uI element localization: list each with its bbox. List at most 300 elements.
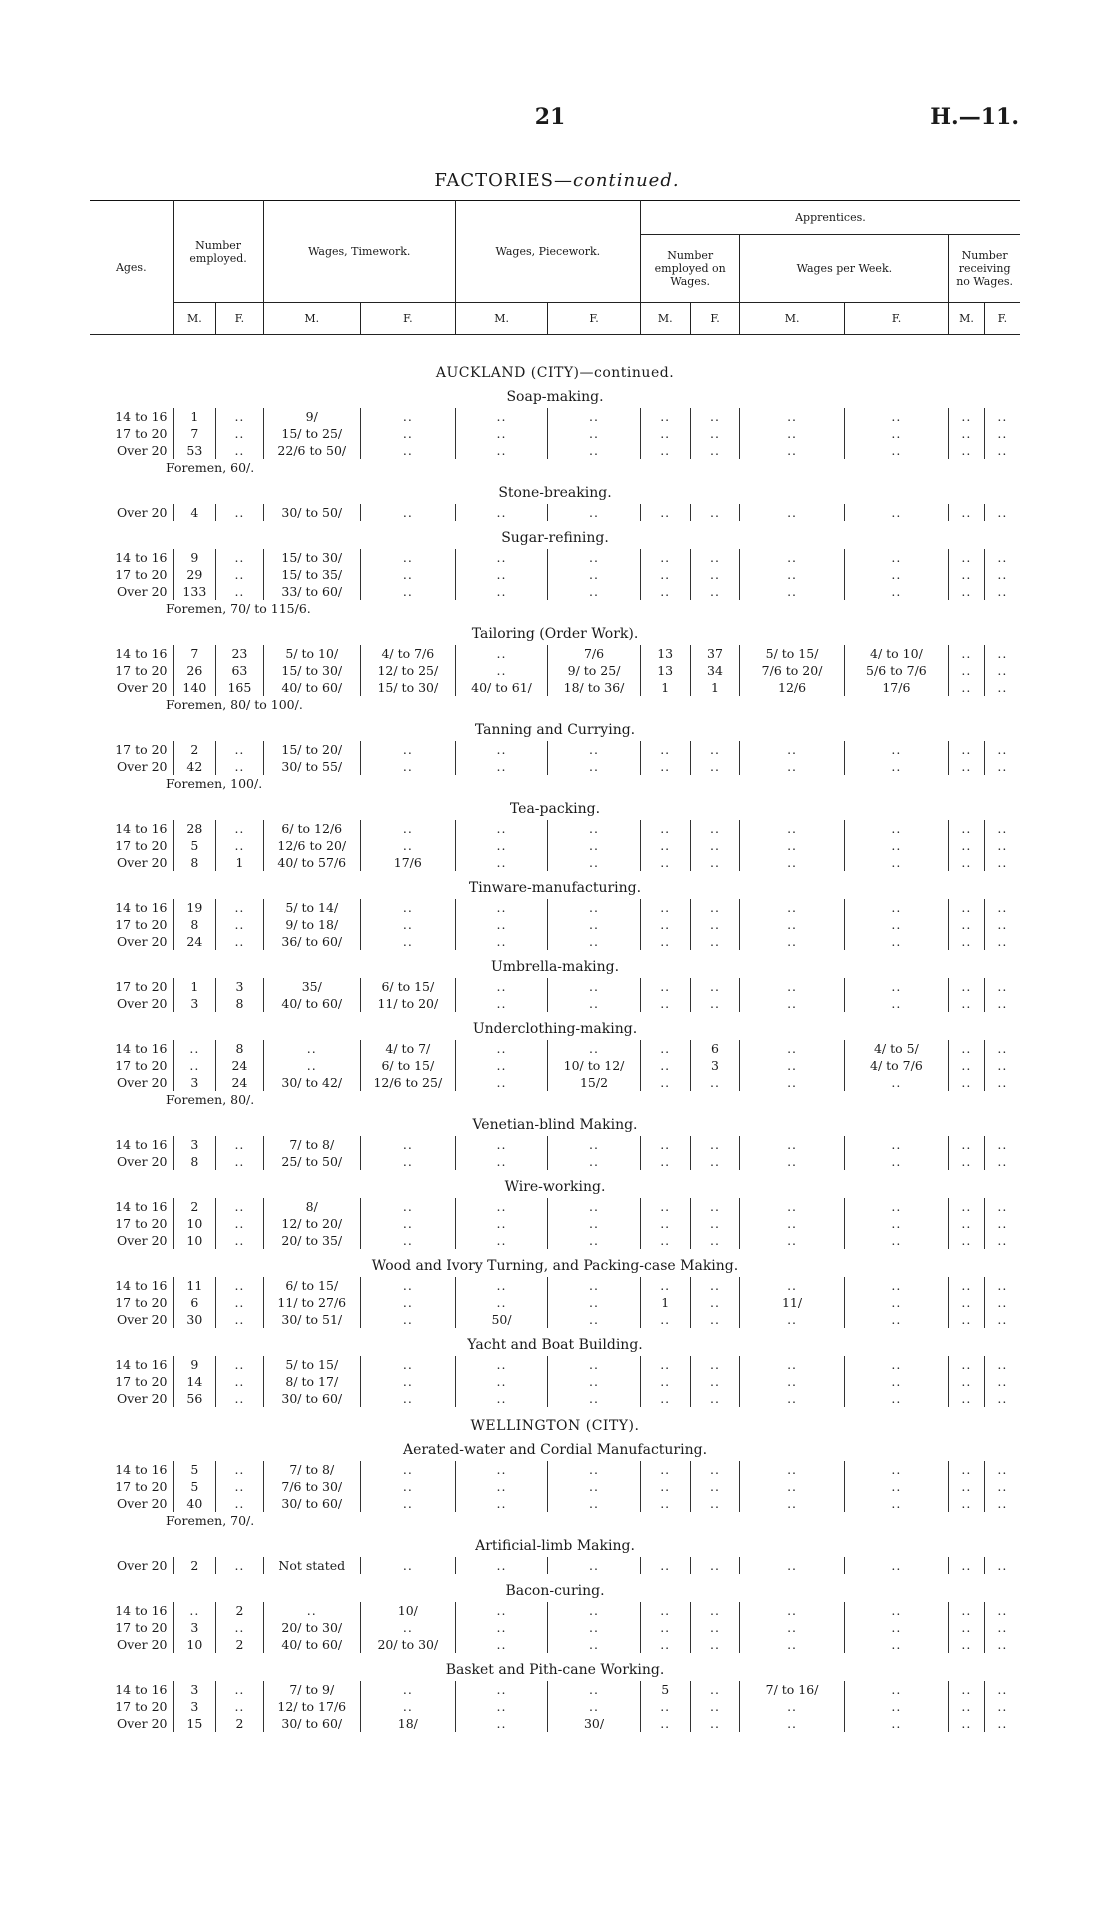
table-cell: .. xyxy=(997,1233,1008,1248)
table-row xyxy=(90,504,1020,521)
table-cell: .. xyxy=(640,1198,690,1215)
table-cell: .. xyxy=(949,1495,985,1512)
table-cell: .. xyxy=(548,1198,641,1215)
table-cell: .. xyxy=(740,1557,844,1574)
table-cell: .. xyxy=(740,504,844,521)
table-cell: .. xyxy=(997,1312,1008,1327)
table-cell: .. xyxy=(455,1277,548,1294)
table-cell: .. xyxy=(949,549,985,566)
foreman-row xyxy=(90,696,1020,713)
age-cell: 14 to 16 xyxy=(90,549,173,566)
table-cell: .. xyxy=(360,549,455,566)
table-row xyxy=(90,1636,1020,1653)
table-cell: .. xyxy=(455,1557,548,1574)
table-cell: .. xyxy=(949,1311,985,1328)
trade-heading-row xyxy=(90,1334,1020,1356)
table-cell: .. xyxy=(548,1619,641,1636)
table-cell: .. xyxy=(949,1074,985,1091)
table-cell: 4 xyxy=(173,504,216,521)
table-cell: .. xyxy=(216,425,263,442)
table-cell: .. xyxy=(997,759,1008,774)
table-cell: .. xyxy=(997,1058,1008,1073)
age-cell: Over 20 xyxy=(90,1390,173,1407)
table-cell: 30/ to 42/ xyxy=(263,1074,360,1091)
table-cell: .. xyxy=(216,504,263,521)
header-appr-wages-per-week: Wages per Week. xyxy=(740,235,949,303)
table-cell: 2 xyxy=(216,1636,263,1653)
table-cell: 8 xyxy=(216,995,263,1012)
page-title xyxy=(0,170,1114,191)
table-cell: 12/ to 25/ xyxy=(360,662,455,679)
table-cell: 4/ to 10/ xyxy=(844,645,948,662)
foreman-wages: Foremen, 80/ to 100/. xyxy=(166,697,303,712)
table-row xyxy=(90,549,1020,566)
table-cell: .. xyxy=(844,758,948,775)
table-cell: 40/ to 61/ xyxy=(455,679,548,696)
table-cell: .. xyxy=(360,916,455,933)
table-cell: .. xyxy=(844,566,948,583)
foreman-row xyxy=(90,775,1020,792)
table-cell: .. xyxy=(216,1153,263,1170)
title-main: FACTORIES— xyxy=(434,170,573,191)
table-cell: .. xyxy=(690,1602,740,1619)
table-cell: .. xyxy=(455,1198,548,1215)
table-cell: .. xyxy=(949,1602,985,1619)
header-m: M. xyxy=(455,303,548,335)
table-cell: .. xyxy=(455,1390,548,1407)
table-row xyxy=(90,1602,1020,1619)
table-cell: .. xyxy=(640,995,690,1012)
table-cell: 7/ to 8/ xyxy=(263,1461,360,1478)
table-cell: .. xyxy=(844,1198,948,1215)
table-cell: 10 xyxy=(173,1636,216,1653)
trade-heading: Stone-breaking. xyxy=(498,485,612,501)
table-cell: .. xyxy=(997,900,1008,915)
table-row xyxy=(90,837,1020,854)
table-cell: 5/ to 15/ xyxy=(263,1356,360,1373)
age-cell: Over 20 xyxy=(90,1232,173,1249)
table-cell: .. xyxy=(997,1295,1008,1310)
age-cell: Over 20 xyxy=(90,1153,173,1170)
table-cell: 6 xyxy=(173,1294,216,1311)
table-cell: .. xyxy=(216,820,263,837)
table-cell: .. xyxy=(740,758,844,775)
table-cell: .. xyxy=(455,916,548,933)
table-cell: .. xyxy=(949,995,985,1012)
table-cell: 1 xyxy=(173,408,216,425)
table-cell: 14 xyxy=(173,1373,216,1390)
age-cell: 14 to 16 xyxy=(90,1277,173,1294)
table-cell: 5 xyxy=(640,1681,690,1698)
table-cell: .. xyxy=(740,1390,844,1407)
trade-heading-row xyxy=(90,1535,1020,1557)
table-cell: 15 xyxy=(173,1715,216,1732)
trade-heading: Soap-making. xyxy=(506,389,604,405)
table-cell: .. xyxy=(455,837,548,854)
trade-heading-row xyxy=(90,1439,1020,1461)
table-cell: .. xyxy=(949,504,985,521)
table-cell: 20/ to 30/ xyxy=(263,1619,360,1636)
header-f: F. xyxy=(690,303,740,335)
city-heading: AUCKLAND (CITY)—continued. xyxy=(435,365,675,381)
table-cell: .. xyxy=(690,1356,740,1373)
table-cell: .. xyxy=(690,1074,740,1091)
foreman-wages: Foremen, 100/. xyxy=(166,776,263,791)
table-row xyxy=(90,1074,1020,1091)
table-cell: .. xyxy=(740,1057,844,1074)
table-cell: .. xyxy=(216,1311,263,1328)
table-cell: .. xyxy=(548,583,641,600)
table-cell: .. xyxy=(844,583,948,600)
table-cell: 1 xyxy=(173,978,216,995)
table-cell: .. xyxy=(949,1373,985,1390)
table-cell: 5/ to 14/ xyxy=(263,899,360,916)
table-cell: 40/ to 60/ xyxy=(263,995,360,1012)
table-cell: 5 xyxy=(173,1478,216,1495)
table-cell: 36/ to 60/ xyxy=(263,933,360,950)
table-cell: 10/ to 12/ xyxy=(548,1057,641,1074)
table-cell: 11/ to 27/6 xyxy=(263,1294,360,1311)
table-cell: .. xyxy=(844,820,948,837)
table-row xyxy=(90,1311,1020,1328)
table-cell: 15/ to 25/ xyxy=(263,425,360,442)
age-cell: 14 to 16 xyxy=(90,1602,173,1619)
table-cell: .. xyxy=(216,899,263,916)
table-cell: .. xyxy=(548,504,641,521)
age-cell: Over 20 xyxy=(90,1636,173,1653)
table-cell: .. xyxy=(216,933,263,950)
table-cell: 4/ to 7/6 xyxy=(844,1057,948,1074)
table-cell: .. xyxy=(844,1277,948,1294)
table-cell: .. xyxy=(640,1602,690,1619)
table-cell: .. xyxy=(740,1461,844,1478)
table-cell: .. xyxy=(640,854,690,871)
table-cell: .. xyxy=(548,408,641,425)
table-cell: .. xyxy=(690,442,740,459)
table-row xyxy=(90,566,1020,583)
table-cell: .. xyxy=(548,1698,641,1715)
table-cell: 5/6 to 7/6 xyxy=(844,662,948,679)
table-cell: .. xyxy=(640,408,690,425)
header-number-employed: Number employed. xyxy=(173,201,263,303)
table-cell: .. xyxy=(640,1153,690,1170)
table-cell: .. xyxy=(548,1040,641,1057)
table-cell: .. xyxy=(360,1619,455,1636)
table-cell: .. xyxy=(640,758,690,775)
header-f: F. xyxy=(844,303,948,335)
table-cell: .. xyxy=(844,1495,948,1512)
table-cell: .. xyxy=(997,996,1008,1011)
spacer xyxy=(90,1732,1020,1738)
table-cell: .. xyxy=(455,425,548,442)
table-cell: 15/ to 35/ xyxy=(263,566,360,583)
table-cell: .. xyxy=(455,1232,548,1249)
table-cell: .. xyxy=(360,933,455,950)
table-cell: .. xyxy=(997,979,1008,994)
table-cell: 3 xyxy=(173,995,216,1012)
table-row xyxy=(90,1294,1020,1311)
table-cell: .. xyxy=(216,741,263,758)
table-cell: .. xyxy=(997,443,1008,458)
trade-heading: Tanning and Currying. xyxy=(474,722,636,738)
foreman-row xyxy=(90,1512,1020,1529)
table-cell: .. xyxy=(360,1478,455,1495)
table-cell: .. xyxy=(360,837,455,854)
table-cell: .. xyxy=(949,442,985,459)
table-cell: .. xyxy=(216,1356,263,1373)
table-cell: 53 xyxy=(173,442,216,459)
trade-heading-row xyxy=(90,1176,1020,1198)
table-cell: .. xyxy=(949,1057,985,1074)
table-cell: .. xyxy=(360,504,455,521)
age-cell: 17 to 20 xyxy=(90,916,173,933)
table-cell: 9 xyxy=(173,549,216,566)
table-cell: .. xyxy=(949,1636,985,1653)
table-cell: .. xyxy=(997,646,1008,661)
table-cell: .. xyxy=(216,1232,263,1249)
age-cell: 17 to 20 xyxy=(90,1373,173,1390)
table-cell: .. xyxy=(740,1136,844,1153)
foreman-wages: Foremen, 60/. xyxy=(166,460,255,475)
table-cell: .. xyxy=(740,978,844,995)
table-cell: .. xyxy=(548,1461,641,1478)
table-cell: .. xyxy=(455,1681,548,1698)
trade-heading-row xyxy=(90,623,1020,645)
table-cell: .. xyxy=(455,1294,548,1311)
table-cell: .. xyxy=(844,1373,948,1390)
table-cell: .. xyxy=(548,820,641,837)
table-cell: .. xyxy=(455,1619,548,1636)
table-cell: .. xyxy=(548,837,641,854)
table-cell: .. xyxy=(844,899,948,916)
age-cell: 17 to 20 xyxy=(90,566,173,583)
table-cell: 42 xyxy=(173,758,216,775)
table-cell: .. xyxy=(949,425,985,442)
table-cell: .. xyxy=(173,1602,216,1619)
table-cell: .. xyxy=(844,854,948,871)
table-cell: .. xyxy=(740,408,844,425)
table-row xyxy=(90,1040,1020,1057)
trade-heading: Tea-packing. xyxy=(509,801,601,817)
table-cell: .. xyxy=(740,1698,844,1715)
table-cell: .. xyxy=(455,549,548,566)
age-cell: 17 to 20 xyxy=(90,1294,173,1311)
table-cell: .. xyxy=(844,916,948,933)
table-cell: 10 xyxy=(173,1215,216,1232)
table-cell: 7/6 xyxy=(548,645,641,662)
table-cell: .. xyxy=(640,1356,690,1373)
age-cell: Over 20 xyxy=(90,995,173,1012)
table-cell: .. xyxy=(997,663,1008,678)
table-cell: .. xyxy=(360,899,455,916)
table-cell: 7/ to 16/ xyxy=(740,1681,844,1698)
table-cell: Not stated xyxy=(263,1557,360,1574)
table-row xyxy=(90,1390,1020,1407)
trade-heading-row xyxy=(90,1580,1020,1602)
table-cell: .. xyxy=(740,1198,844,1215)
table-cell: .. xyxy=(997,1278,1008,1293)
table-cell: .. xyxy=(216,549,263,566)
table-cell: .. xyxy=(740,916,844,933)
table-cell: .. xyxy=(640,1478,690,1495)
table-cell: .. xyxy=(740,1232,844,1249)
table-cell: .. xyxy=(216,1461,263,1478)
table-cell: .. xyxy=(360,1136,455,1153)
table-cell: 24 xyxy=(216,1074,263,1091)
age-cell: 17 to 20 xyxy=(90,1478,173,1495)
table-cell: 29 xyxy=(173,566,216,583)
table-cell: 20/ to 30/ xyxy=(360,1636,455,1653)
table-cell: .. xyxy=(997,1462,1008,1477)
table-cell: .. xyxy=(548,933,641,950)
table-row xyxy=(90,1057,1020,1074)
table-cell: .. xyxy=(640,1636,690,1653)
table-cell: .. xyxy=(997,1391,1008,1406)
table-cell: 7/6 to 20/ xyxy=(740,662,844,679)
table-cell: .. xyxy=(455,408,548,425)
trade-heading-row xyxy=(90,527,1020,549)
table-cell: .. xyxy=(640,1232,690,1249)
table-cell: .. xyxy=(844,1636,948,1653)
table-cell: 7/6 to 30/ xyxy=(263,1478,360,1495)
table-cell: .. xyxy=(740,1215,844,1232)
table-row xyxy=(90,1153,1020,1170)
table-row xyxy=(90,408,1020,425)
trade-heading: Umbrella-making. xyxy=(490,959,620,975)
table-cell: .. xyxy=(740,425,844,442)
table-cell: .. xyxy=(360,1311,455,1328)
table-cell: .. xyxy=(360,442,455,459)
table-cell: .. xyxy=(997,1216,1008,1231)
table-cell: .. xyxy=(360,583,455,600)
table-cell: .. xyxy=(844,1557,948,1574)
table-cell: .. xyxy=(690,1215,740,1232)
table-cell: .. xyxy=(640,1619,690,1636)
table-cell: .. xyxy=(216,566,263,583)
table-cell: .. xyxy=(455,1215,548,1232)
table-cell: .. xyxy=(740,1636,844,1653)
table-cell: .. xyxy=(360,566,455,583)
table-cell: .. xyxy=(949,645,985,662)
header-wages-piecework: Wages, Piecework. xyxy=(455,201,640,303)
table-cell: .. xyxy=(216,758,263,775)
table-cell: .. xyxy=(997,567,1008,582)
table-cell: .. xyxy=(949,1390,985,1407)
table-cell: .. xyxy=(997,1154,1008,1169)
table-cell: .. xyxy=(455,978,548,995)
table-cell: .. xyxy=(740,1311,844,1328)
table-cell: .. xyxy=(690,1715,740,1732)
table-cell: .. xyxy=(548,1636,641,1653)
table-cell: .. xyxy=(949,1153,985,1170)
table-cell: .. xyxy=(997,1041,1008,1056)
table-cell: .. xyxy=(548,995,641,1012)
header-appr-no-wages: Number receiving no Wages. xyxy=(949,235,1020,303)
table-cell: .. xyxy=(690,933,740,950)
table-cell: 19 xyxy=(173,899,216,916)
table-cell: .. xyxy=(949,1619,985,1636)
table-cell: .. xyxy=(690,1557,740,1574)
table-row xyxy=(90,1557,1020,1574)
table-cell: .. xyxy=(548,1215,641,1232)
table-cell: .. xyxy=(844,1356,948,1373)
table-cell: .. xyxy=(173,1040,216,1057)
age-cell: Over 20 xyxy=(90,1557,173,1574)
table-cell: .. xyxy=(548,741,641,758)
table-cell: .. xyxy=(740,1277,844,1294)
table-cell: .. xyxy=(360,1681,455,1698)
table-cell: .. xyxy=(360,1198,455,1215)
trade-heading-row xyxy=(90,386,1020,408)
table-cell: 35/ xyxy=(263,978,360,995)
foreman-row xyxy=(90,459,1020,476)
table-cell: .. xyxy=(216,916,263,933)
table-cell: 3 xyxy=(690,1057,740,1074)
table-cell: .. xyxy=(997,1137,1008,1152)
table-cell: 1 xyxy=(640,679,690,696)
table-cell: 7/ to 9/ xyxy=(263,1681,360,1698)
table-cell: .. xyxy=(997,821,1008,836)
table-cell: .. xyxy=(360,408,455,425)
table-cell: .. xyxy=(548,758,641,775)
table-cell: .. xyxy=(949,1557,985,1574)
table-cell: 17/6 xyxy=(844,679,948,696)
table-cell: .. xyxy=(740,1153,844,1170)
table-cell: .. xyxy=(455,1698,548,1715)
table-cell: 2 xyxy=(173,1557,216,1574)
table-cell: .. xyxy=(690,1277,740,1294)
table-cell: 30/ to 55/ xyxy=(263,758,360,775)
table-cell: .. xyxy=(455,1636,548,1653)
table-cell: .. xyxy=(216,1681,263,1698)
table-cell: .. xyxy=(690,1390,740,1407)
table-cell: 12/6 to 20/ xyxy=(263,837,360,854)
table-row xyxy=(90,1356,1020,1373)
table-cell: .. xyxy=(690,408,740,425)
table-cell: .. xyxy=(690,566,740,583)
table-cell: .. xyxy=(844,1698,948,1715)
page-number: 21 xyxy=(534,104,566,130)
table-cell: .. xyxy=(640,1136,690,1153)
table-row xyxy=(90,1619,1020,1636)
table-cell: .. xyxy=(997,1620,1008,1635)
table-cell: .. xyxy=(216,1557,263,1574)
table-cell: .. xyxy=(216,1478,263,1495)
age-cell: Over 20 xyxy=(90,758,173,775)
table-cell: .. xyxy=(640,1390,690,1407)
age-cell: 14 to 16 xyxy=(90,1356,173,1373)
table-cell: .. xyxy=(548,1373,641,1390)
table-cell: .. xyxy=(640,425,690,442)
table-cell: .. xyxy=(640,549,690,566)
data-table xyxy=(90,360,1020,1738)
trade-heading: Wood and Ivory Turning, and Packing-case Making. xyxy=(371,1258,739,1274)
table-cell: .. xyxy=(360,1495,455,1512)
age-cell: 14 to 16 xyxy=(90,408,173,425)
table-cell: .. xyxy=(216,1619,263,1636)
age-cell: 17 to 20 xyxy=(90,1057,173,1074)
table-cell: .. xyxy=(548,1311,641,1328)
table-cell: .. xyxy=(740,442,844,459)
age-cell: 14 to 16 xyxy=(90,820,173,837)
trade-heading: Sugar-refining. xyxy=(501,530,609,546)
table-cell: .. xyxy=(690,1198,740,1215)
table-cell: 50/ xyxy=(455,1311,548,1328)
table-cell: .. xyxy=(640,899,690,916)
table-cell: .. xyxy=(949,1681,985,1698)
table-cell: .. xyxy=(690,820,740,837)
table-cell: .. xyxy=(949,1356,985,1373)
